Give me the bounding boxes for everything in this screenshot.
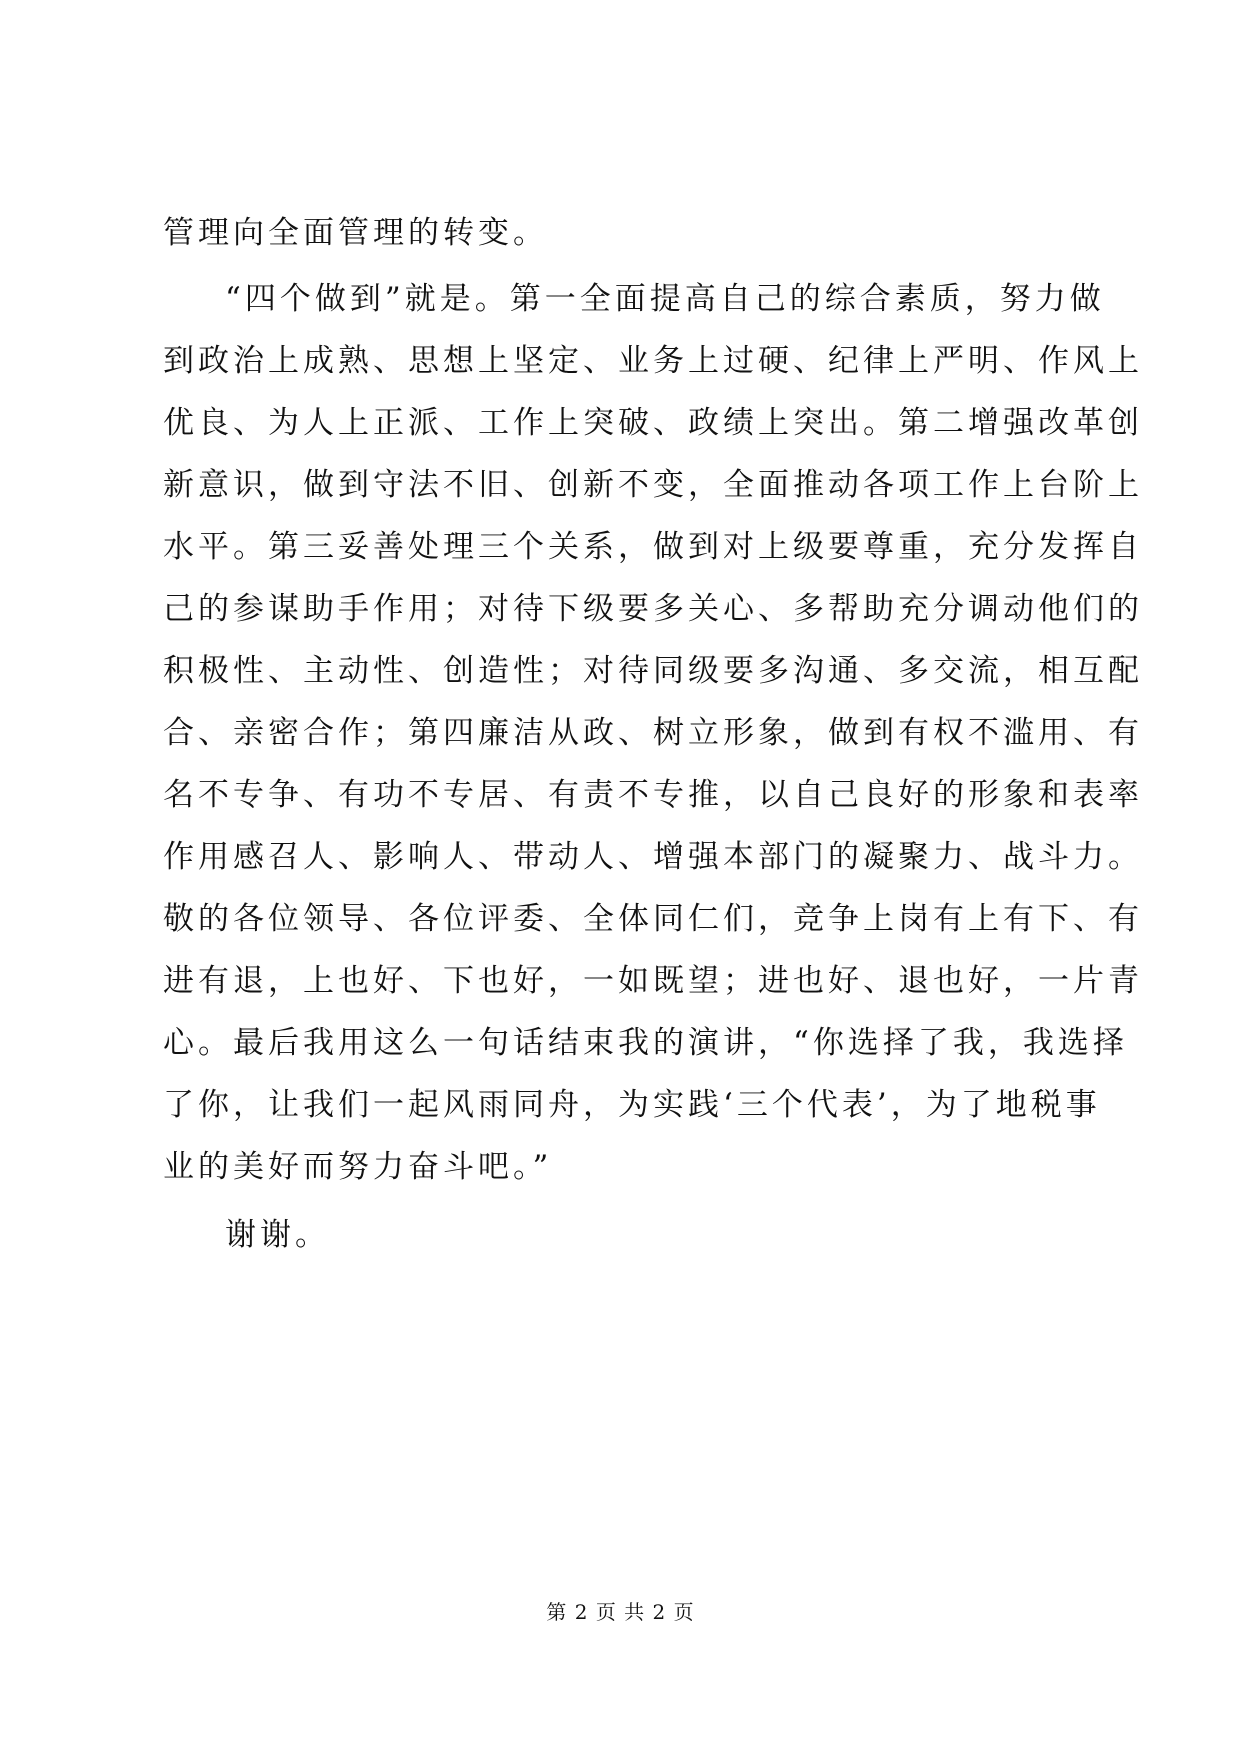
text-line: 己的参谋助手作用；对待下级要多关心、多帮助充分调动他们的 xyxy=(163,591,1143,627)
page-footer: 第 2 页 共 2 页 xyxy=(546,1600,695,1624)
text-line: 合、亲密合作；第四廉洁从政、树立形象，做到有权不滥用、有 xyxy=(163,715,1143,751)
text-line: 新意识，做到守法不旧、创新不变，全面推动各项工作上台阶上 xyxy=(163,467,1143,503)
text-line: 名不专争、有功不专居、有责不专推，以自己良好的形象和表率 xyxy=(163,777,1143,813)
text-line: 优良、为人上正派、工作上突破、政绩上突出。第二增强改革创 xyxy=(163,405,1143,441)
text-line: 作用感召人、影响人、带动人、增强本部门的凝聚力、战斗力。 xyxy=(163,839,1143,875)
text-line: 业的美好而努力奋斗吧。” xyxy=(163,1149,553,1185)
closing-thanks: 谢谢。 xyxy=(225,1217,330,1253)
paragraph-start-line: “四个做到”就是。第一全面提高自己的综合素质，努力做 xyxy=(225,281,1105,317)
document-body xyxy=(163,202,1143,1266)
text-line: 水平。第三妥善处理三个关系，做到对上级要尊重，充分发挥自 xyxy=(163,529,1143,565)
text-line: 管理向全面管理的转变。 xyxy=(163,215,548,251)
text-line: 进有退，上也好、下也好，一如既望；进也好、退也好，一片青 xyxy=(163,963,1143,999)
text-line: 敬的各位领导、各位评委、全体同仁们，竞争上岗有上有下、有 xyxy=(163,901,1143,937)
text-line: 了你，让我们一起风雨同舟，为实践‘三个代表’，为了地税事 xyxy=(163,1087,1101,1123)
text-line: 积极性、主动性、创造性；对待同级要多沟通、多交流，相互配 xyxy=(163,653,1143,689)
text-line: 心。最后我用这么一句话结束我的演讲，“你选择了我，我选择 xyxy=(163,1025,1128,1061)
text-line: 到政治上成熟、思想上坚定、业务上过硬、纪律上严明、作风上 xyxy=(163,343,1143,379)
